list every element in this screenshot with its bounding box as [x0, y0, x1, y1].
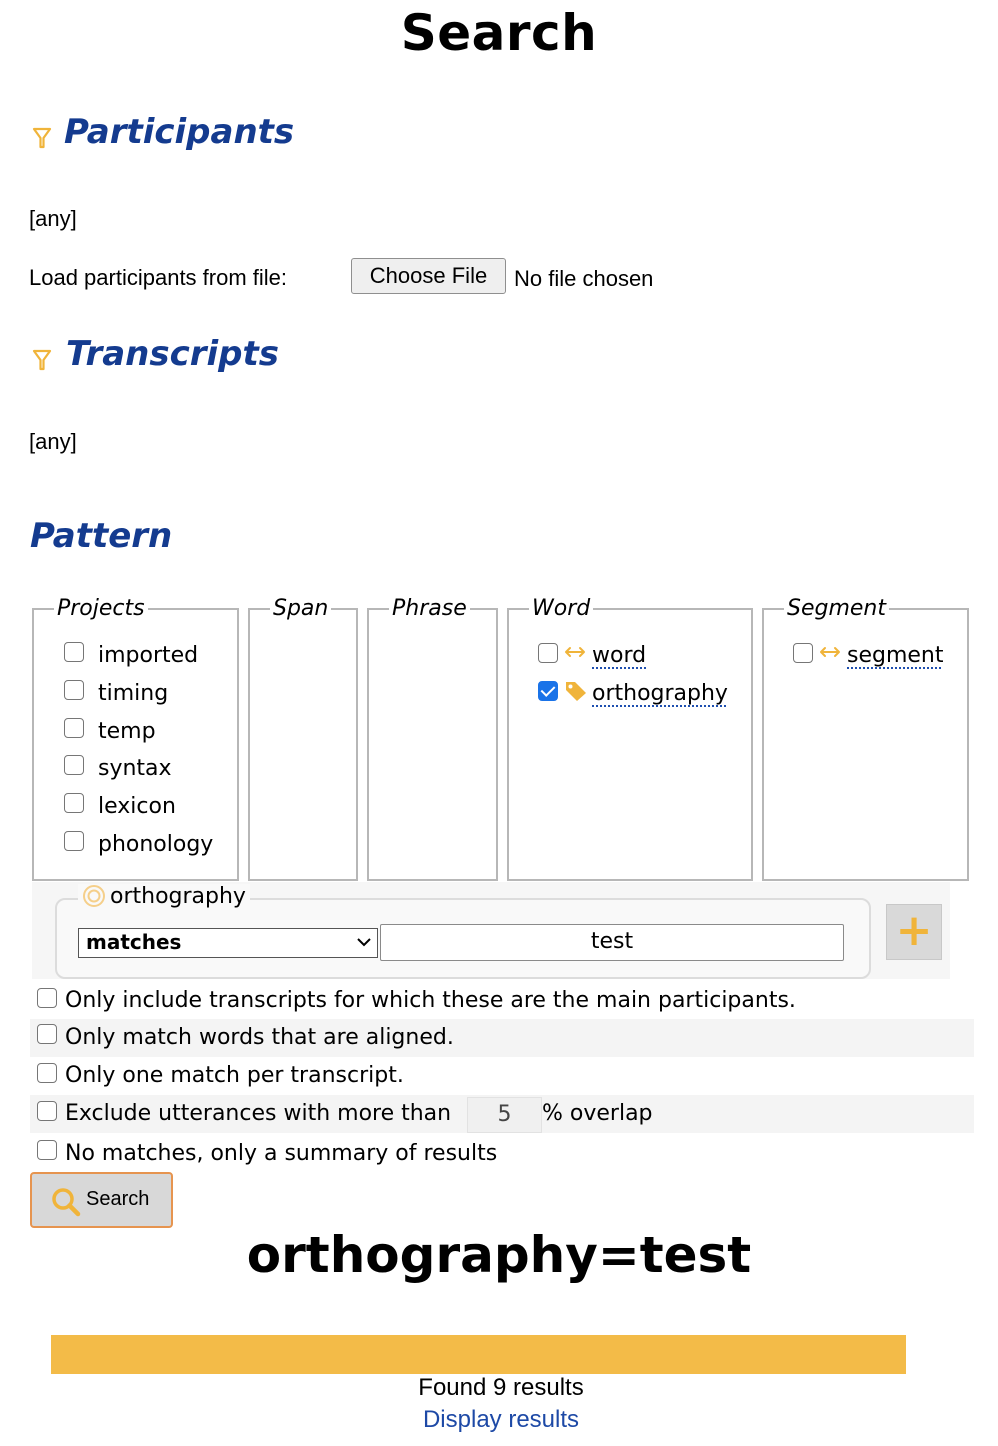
results-count: Found 9 results [418, 1374, 584, 1401]
arrows-icon [819, 645, 841, 659]
search-button[interactable] [30, 1172, 173, 1228]
layer-checkbox-word[interactable] [538, 643, 558, 663]
projects-legend: Projects [57, 596, 145, 621]
span-legend: Span [273, 596, 329, 621]
layer-link-word[interactable]: word [592, 643, 647, 668]
transcripts-filter-value[interactable]: [any] [29, 429, 77, 454]
project-label-imported[interactable]: imported [98, 643, 199, 668]
project-label-timing[interactable]: timing [98, 681, 169, 706]
file-status: No file chosen [514, 266, 654, 291]
option-main-participants [30, 982, 974, 1020]
participants-filter-value[interactable]: [any] [29, 206, 77, 231]
choose-file-button[interactable]: Choose File [351, 258, 506, 294]
aligned-checkbox[interactable] [37, 1024, 57, 1044]
tag-icon [564, 680, 588, 702]
layer-link-orthography[interactable]: orthography [592, 681, 728, 706]
word-legend: Word [532, 596, 591, 621]
option-summary-only [30, 1135, 974, 1173]
project-checkbox-timing[interactable] [64, 680, 84, 700]
project-label-temp[interactable]: temp [98, 719, 156, 744]
word-column [507, 598, 753, 881]
page-title: Search [400, 4, 598, 62]
main-participants-checkbox[interactable] [37, 988, 57, 1008]
option-aligned [30, 1019, 974, 1057]
summary-only-label[interactable]: No matches, only a summary of results [65, 1141, 498, 1166]
progress-bar [51, 1335, 906, 1374]
segment-legend: Segment [787, 596, 886, 621]
participants-heading: Participants [64, 112, 295, 152]
matcher-operator-value: matches [86, 930, 182, 954]
matcher-layer-name: orthography [110, 884, 246, 909]
one-match-checkbox[interactable] [37, 1063, 57, 1083]
project-checkbox-syntax[interactable] [64, 755, 84, 775]
layer-checkbox-segment[interactable] [793, 643, 813, 663]
overlap-suffix-label: % overlap [542, 1101, 653, 1126]
exclude-overlap-checkbox[interactable] [37, 1101, 57, 1121]
one-match-label[interactable]: Only one match per transcript. [65, 1063, 404, 1088]
target-icon[interactable] [82, 884, 106, 908]
overlap-percent-input[interactable]: 5 [467, 1097, 542, 1133]
project-checkbox-imported[interactable] [64, 642, 84, 662]
aligned-label[interactable]: Only match words that are aligned. [65, 1025, 454, 1050]
project-label-phonology[interactable]: phonology [98, 832, 214, 857]
option-one-match [30, 1057, 974, 1095]
progress-bar-fill [51, 1335, 906, 1374]
project-checkbox-phonology[interactable] [64, 831, 84, 851]
query-heading: orthography=test [246, 1226, 752, 1284]
project-checkbox-lexicon[interactable] [64, 793, 84, 813]
project-label-lexicon[interactable]: lexicon [98, 794, 176, 819]
main-participants-label[interactable]: Only include transcripts for which these are the main participants. [65, 988, 796, 1013]
filter-icon[interactable] [32, 348, 52, 372]
matcher-legend [78, 884, 250, 910]
option-exclude-overlap [30, 1095, 974, 1133]
phrase-column [367, 598, 498, 881]
segment-column [762, 598, 969, 881]
layer-checkbox-orthography[interactable] [538, 681, 558, 701]
matcher-operator-select[interactable] [78, 928, 378, 958]
transcripts-heading: Transcripts [66, 334, 280, 374]
layer-link-segment[interactable]: segment [847, 643, 944, 668]
project-label-syntax[interactable]: syntax [98, 756, 172, 781]
phrase-legend: Phrase [392, 596, 467, 621]
chevron-down-icon [357, 937, 371, 947]
load-participants-label: Load participants from file: [29, 265, 288, 290]
span-column [248, 598, 358, 881]
add-matcher-button[interactable]: + [886, 904, 942, 960]
summary-only-checkbox[interactable] [37, 1140, 57, 1160]
filter-icon[interactable] [32, 126, 52, 150]
arrows-icon [564, 645, 586, 659]
exclude-overlap-label[interactable]: Exclude utterances with more than [65, 1101, 452, 1126]
matcher-value-input[interactable]: test [380, 924, 844, 961]
search-icon [50, 1186, 82, 1218]
pattern-heading: Pattern [30, 516, 173, 556]
display-results-link[interactable]: Display results [422, 1406, 580, 1433]
search-button-label: Search [86, 1188, 150, 1210]
project-checkbox-temp[interactable] [64, 718, 84, 738]
